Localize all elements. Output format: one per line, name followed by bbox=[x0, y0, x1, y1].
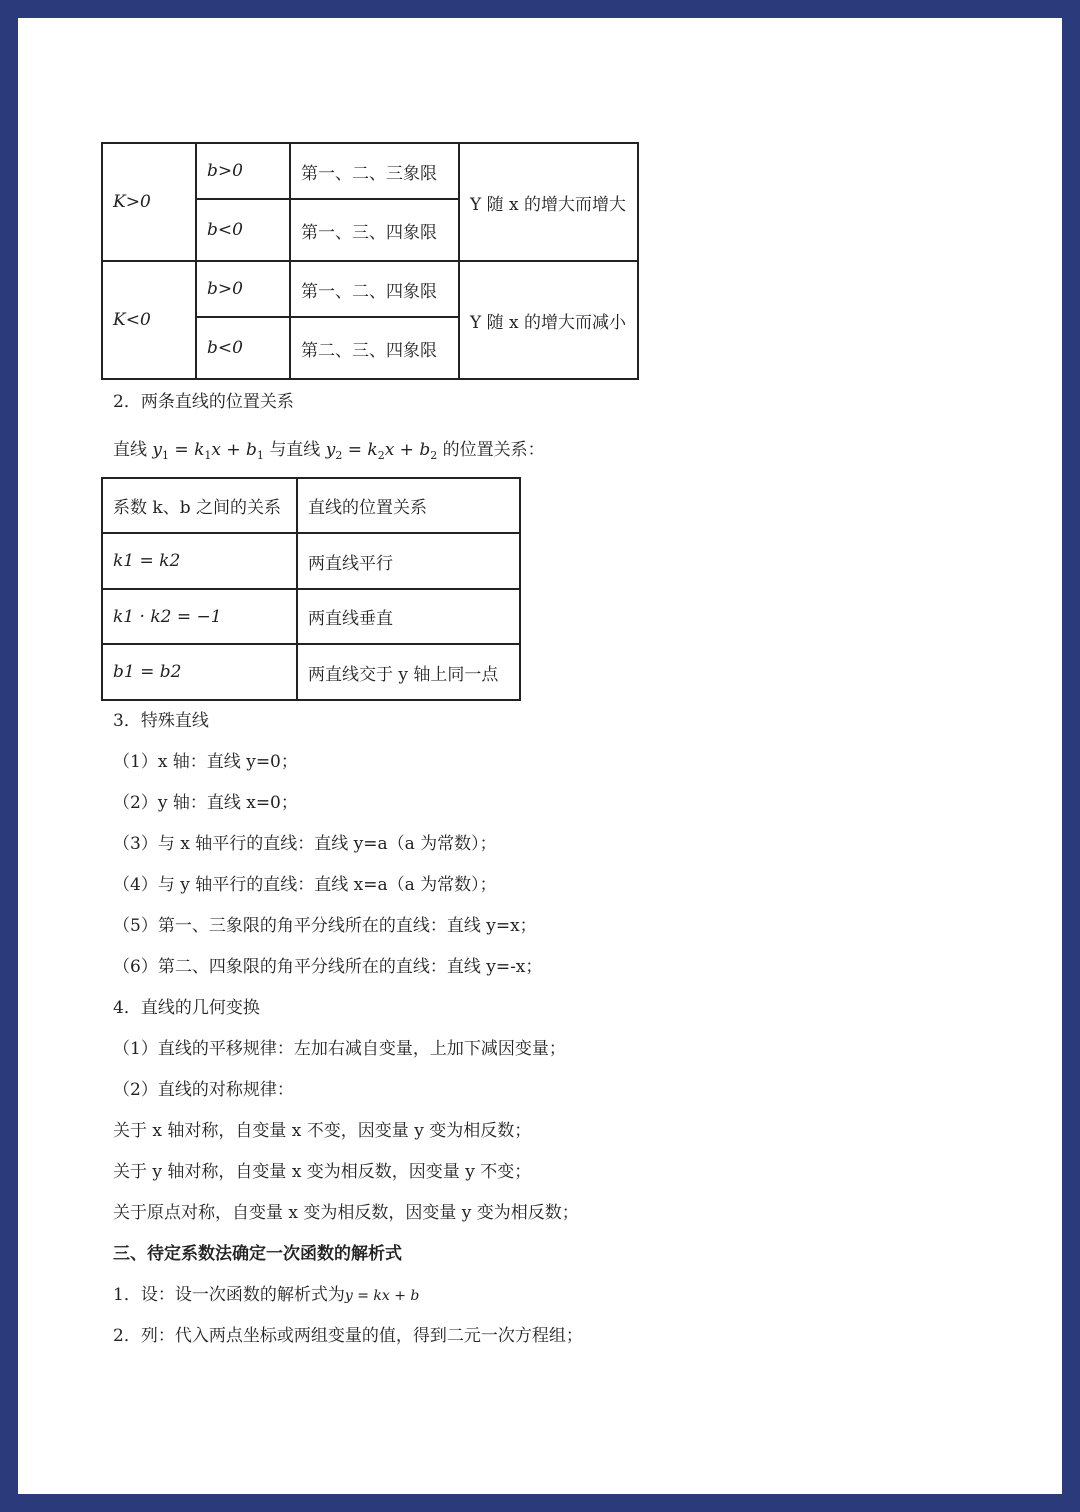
line-relation-table bbox=[101, 477, 521, 701]
list-item: （2）y 轴：直线 x=0； bbox=[113, 793, 298, 813]
formula-y2: $y_2 = k_2x + b_2$ bbox=[325, 440, 438, 462]
quadrant-cell: 第一、二、四象限 bbox=[290, 261, 459, 317]
section4-heading: 4．直线的几何变换 bbox=[113, 998, 260, 1018]
step1 bbox=[113, 1284, 419, 1307]
list-item: （5）第一、三象限的角平分线所在的直线：直线 y=x； bbox=[113, 916, 537, 936]
b-positive-cell: b>0 bbox=[196, 143, 290, 199]
relation-cell: 两直线交于 y 轴上同一点 bbox=[297, 644, 520, 700]
section2-heading: 2．两条直线的位置关系 bbox=[113, 392, 294, 412]
symmetry-line: 关于 y 轴对称，自变量 x 变为相反数，因变量 y 不变； bbox=[113, 1162, 532, 1182]
section2-intro bbox=[113, 439, 545, 467]
trend-cell: Y 随 x 的增大而减小 bbox=[459, 261, 638, 379]
list-item: （4）与 y 轴平行的直线：直线 x=a（a 为常数）； bbox=[113, 875, 497, 895]
relation-cell: 两直线平行 bbox=[297, 533, 520, 589]
step1-text: 1．设：设一次函数的解析式为 bbox=[113, 1285, 345, 1305]
b-positive-cell: b>0 bbox=[196, 261, 290, 317]
quadrant-cell: 第二、三、四象限 bbox=[290, 317, 459, 379]
condition-cell: b1 = b2 bbox=[102, 644, 297, 700]
list-item: （1）直线的平移规律：左加右减自变量，上加下减因变量； bbox=[113, 1039, 566, 1059]
list-item: （6）第二、四象限的角平分线所在的直线：直线 y=-x； bbox=[113, 957, 543, 977]
k-negative-cell: K<0 bbox=[102, 261, 196, 379]
symmetry-line: 关于原点对称，自变量 x 变为相反数，因变量 y 变为相反数； bbox=[113, 1203, 579, 1223]
table-header-cell: 直线的位置关系 bbox=[297, 478, 520, 533]
intro-suffix: 的位置关系： bbox=[442, 440, 545, 460]
quadrant-cell: 第一、三、四象限 bbox=[290, 199, 459, 261]
intro-prefix: 直线 bbox=[113, 440, 147, 460]
relation-cell: 两直线垂直 bbox=[297, 589, 520, 644]
quadrant-cell: 第一、二、三象限 bbox=[290, 143, 459, 199]
b-negative-cell: b<0 bbox=[196, 199, 290, 261]
step1-formula: y = kx + b bbox=[344, 1288, 420, 1304]
part3-heading: 三、待定系数法确定一次函数的解析式 bbox=[113, 1244, 402, 1264]
trend-cell: Y 随 x 的增大而增大 bbox=[459, 143, 638, 261]
intro-mid: 与直线 bbox=[269, 440, 321, 460]
condition-cell: k1 · k2 = −1 bbox=[102, 589, 297, 644]
list-item: （2）直线的对称规律： bbox=[113, 1080, 294, 1100]
section3-heading: 3．特殊直线 bbox=[113, 711, 209, 731]
step2: 2．列：代入两点坐标或两组变量的值，得到二元一次方程组； bbox=[113, 1326, 583, 1346]
condition-cell: k1 = k2 bbox=[102, 533, 297, 589]
slope-intercept-table bbox=[101, 142, 639, 380]
formula-y1: $y_1 = k_1x + b_1$ bbox=[152, 440, 264, 462]
list-item: （1）x 轴：直线 y=0； bbox=[113, 752, 298, 772]
k-positive-cell: K>0 bbox=[102, 143, 196, 261]
table-header-cell: 系数 k、b 之间的关系 bbox=[102, 478, 297, 533]
b-negative-cell: b<0 bbox=[196, 317, 290, 379]
list-item: （3）与 x 轴平行的直线：直线 y=a（a 为常数）； bbox=[113, 834, 497, 854]
symmetry-line: 关于 x 轴对称，自变量 x 不变，因变量 y 变为相反数； bbox=[113, 1121, 532, 1141]
document-page bbox=[18, 18, 1062, 1494]
